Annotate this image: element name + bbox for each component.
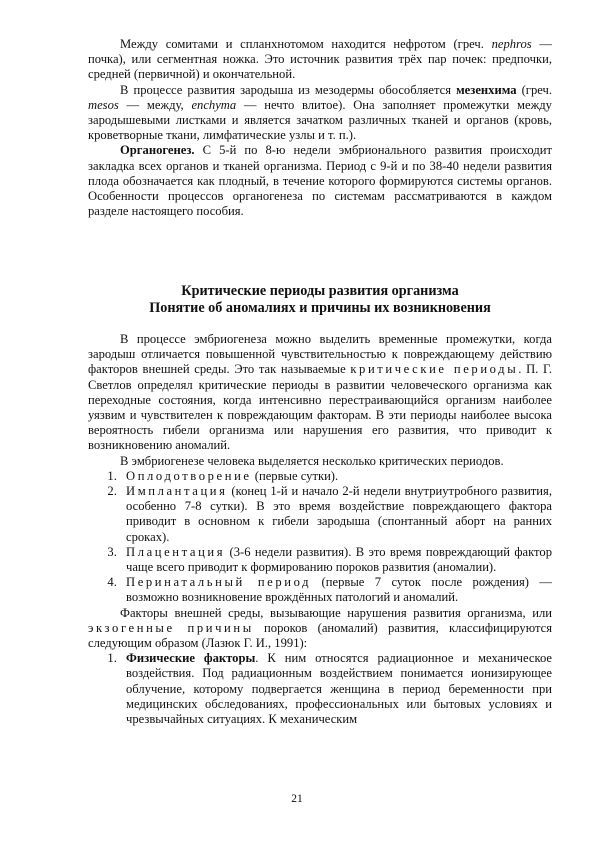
heading-line-2: Понятие об аномалиях и причины их возникновения [149, 300, 491, 316]
paragraph-mesenchyme: В процессе развития зародыша из мезодермы обособляется мезенхима (греч. mesos — между, enchyma — нечто влитое). Она заполняет промежутки между зародышевыми листками и является зачатком различных тканей и органов (кровь, кроветворные ткани, лимфатические узлы и т. п.). [88, 82, 552, 143]
paragraph-critical-periods: В процессе эмбриогенеза можно выделить временные промежутки, когда зародыш отличается повышенной чувствительностью к повреждающему действию факторов внешней среды. Это так называемые критические периоды. П. Г. Светлов определял критические периоды в развитии человеческого организма как переходные состояния, когда интенсивно перестраивающийся организм наиболее уязвим и чувствителен к повреждающим факторам. В эти периоды наиболее высока вероятность гибели организма или нарушения его развития, что приводит к возникновению аномалий. [88, 332, 553, 453]
term-nephros: nephros [491, 37, 532, 51]
term-exogenous-causes: экзогенные причины [88, 620, 254, 635]
intro-section [88, 37, 552, 219]
page-number: 21 [291, 793, 303, 805]
paragraph-nephrotome: Между сомитами и спланхнотомом находится нефротом (греч. nephros — почка), или сегментная ножка. Это источник развития трёх пар почек: предпочки, средней (первичной) и окончательной. [88, 37, 552, 82]
list-item: 4. Перинатальный период (первые 7 суток после рождения) — возможно возникновение врождённых патологий и аномалий. [120, 575, 552, 605]
critical-periods-section [88, 332, 552, 727]
heading-line-1: Критические периоды развития организма [181, 283, 459, 299]
term-enchyma: enchyma [191, 97, 237, 112]
paragraph-organogenesis: Органогенез. С 5-й по 8-ю недели эмбрионального развития происходит закладка всех органов и тканей организма. Период с 9-й и по 38-40 недели развития плода обозначается как плодный, в течение которого формируются системы органов. Особенности процессов органогенеза по системам рассматриваются в каждом разделе настоящего пособия. [88, 143, 552, 219]
list-item: 1. Физические факторы. К ним относятся радиационное и механическое воздействия. Под радиационным воздействием понимается ионизирующее облучение, которому подвергается женщина в период беременности при медицинских обследованиях, профессиональных или бытовых условиях и чрезвычайных ситуациях. К механическим [120, 651, 552, 727]
periods-list [88, 469, 552, 606]
term-mesos: mesos [88, 97, 119, 112]
paragraph-exogenous-factors: Факторы внешней среды, вызывающие нарушения развития организма, или экзогенные причины пороков (аномалий) развития, классифицируются следующим образом (Лазюк Г. И., 1991): [88, 605, 552, 651]
term-mesenchyme: мезенхима [456, 82, 517, 97]
list-item: 3. Плацентация (3-6 недели развития). В это время повреждающий фактор чаще всего приводит к формированию пороков развития (аномалии). [120, 545, 552, 575]
term-organogenesis: Органогенез. [120, 143, 195, 158]
paragraph-periods-intro: В эмбриогенезе человека выделяется несколько критических периодов. [120, 453, 504, 468]
list-item: 2. Имплантация (конец 1-й и начало 2-й недели внутриутробного развития, особенно 7-8 сутки). В это время воздействие повреждающего фактора приводит в основном к гибели зародыша (спонтанный аборт на ранних сроках). [120, 484, 552, 545]
section-heading [88, 283, 552, 317]
list-item: 1. Оплодотворение (первые сутки). [120, 469, 552, 484]
term-critical-periods: критические периоды [350, 362, 519, 377]
factors-list [88, 651, 552, 727]
